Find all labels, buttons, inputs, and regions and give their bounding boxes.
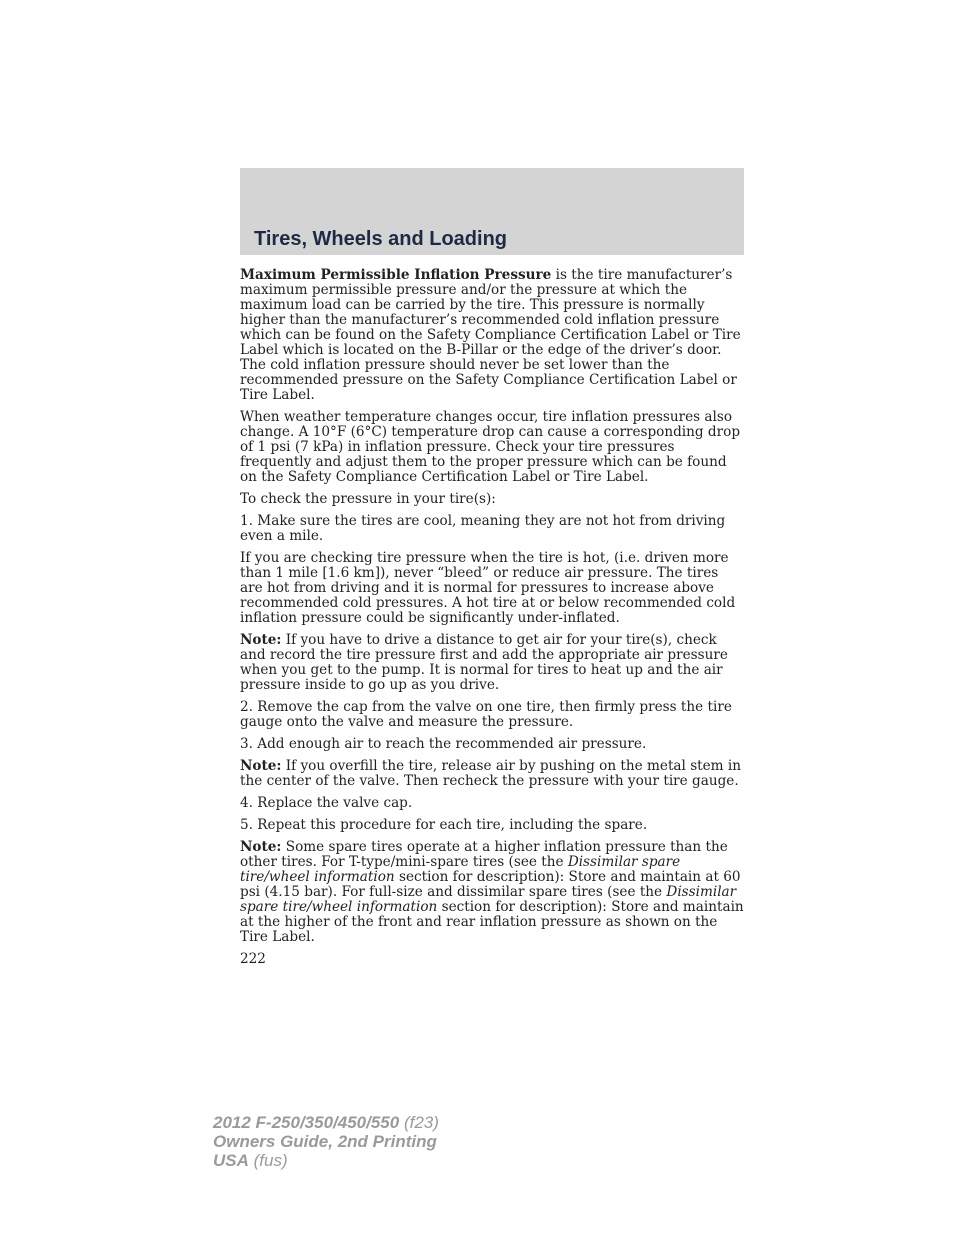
- section-title: Tires, Wheels and Loading: [254, 228, 508, 250]
- footer-model-code: (f23): [399, 1113, 439, 1132]
- note-spare-tires: [240, 840, 744, 945]
- page-number: 222: [240, 951, 266, 967]
- reference-dissimilar-spare: Dissimilar spare tire/wheel information: [240, 854, 681, 885]
- note-label: Note:: [240, 839, 282, 855]
- footer-model-line: [213, 1113, 439, 1132]
- paragraph-check-intro: To check the pressure in your tire(s):: [240, 491, 496, 507]
- section-header-band: [240, 168, 744, 255]
- step-4: 4. Replace the valve cap.: [240, 795, 413, 811]
- paragraph-max-pressure-text: is the tire manufacturer’s maximum permissible pressure and/or the pressure at which the maximum load can be carried by the tire. This pressure is normally higher than the manufacturer’s recommended cold inflation pressure which can be found on the Safety Compliance Certification Label or Tire Label which is located on the B-Pillar or the edge of the driver’s door. The cold inflation pressure should never be set lower than the recommended pressure on the Safety Compliance Certification Label or Tire Label.: [240, 267, 741, 403]
- footer-market: USA: [213, 1151, 249, 1170]
- note-label: Note:: [240, 632, 282, 648]
- footer-model: 2012 F-250/350/450/550: [213, 1113, 400, 1132]
- step-5: 5. Repeat this procedure for each tire, including the spare.: [240, 817, 648, 833]
- note-drive-distance-text: If you have to drive a distance to get air for your tire(s), check and record the tire pressure first and add the appropriate air pressure when you get to the pump. It is normal for tires to heat up and the air pressure inside to go up as you drive.: [240, 632, 728, 693]
- step-1: 1. Make sure the tires are cool, meaning they are not hot from driving even a mile.: [240, 513, 726, 544]
- paragraph-temperature: When weather temperature changes occur, tire inflation pressures also change. A 10°F (6°C) temperature drop can cause a corresponding drop of 1 psi (7 kPa) in inflation pressure. Check your tire pressures frequently and adjust them to the proper pressure which can be found on the Safety Compliance Certification Label or Tire Label.: [240, 409, 741, 485]
- page-body: [240, 268, 744, 967]
- footer-market-line: [213, 1151, 439, 1170]
- paragraph-max-pressure: [240, 268, 744, 403]
- note-spare-text-b: section for description): Store and maintain at 60 psi (4.15 bar). For full-size and dissimilar spare tires (see the: [240, 869, 741, 900]
- term-max-pressure: Maximum Permissible Inflation Pressure: [240, 267, 552, 283]
- paragraph-hot-tire: If you are checking tire pressure when the tire is hot, (i.e. driven more than 1 mile [1.6 km]), never “bleed” or reduce air pressure. The tires are hot from driving and it is normal for pressures to increase above recommended cold pressures. A hot tire at or below recommended cold inflation pressure could be significantly under-inflated.: [240, 550, 736, 626]
- footer-market-code: (fus): [248, 1151, 288, 1170]
- note-spare-text-a: Some spare tires operate at a higher inflation pressure than the other tires. For T-type/mini-spare tires (see the: [240, 839, 728, 870]
- step-3: 3. Add enough air to reach the recommended air pressure.: [240, 736, 647, 752]
- footer-guide-line: Owners Guide, 2nd Printing: [213, 1132, 437, 1151]
- document-footer: [213, 1113, 439, 1170]
- note-overfill-text: If you overfill the tire, release air by pushing on the metal stem in the center of the valve. Then recheck the pressure with your tire gauge.: [240, 758, 741, 789]
- reference-dissimilar-spare: Dissimilar spare tire/wheel information: [240, 884, 737, 915]
- note-overfill: [240, 759, 744, 789]
- note-spare-text-c: section for description): Store and maintain at the higher of the front and rear inflation pressure as shown on the Tire Label.: [240, 899, 744, 945]
- step-2: 2. Remove the cap from the valve on one tire, then firmly press the tire gauge onto the valve and measure the pressure.: [240, 699, 732, 730]
- note-drive-distance: [240, 633, 744, 693]
- note-label: Note:: [240, 758, 282, 774]
